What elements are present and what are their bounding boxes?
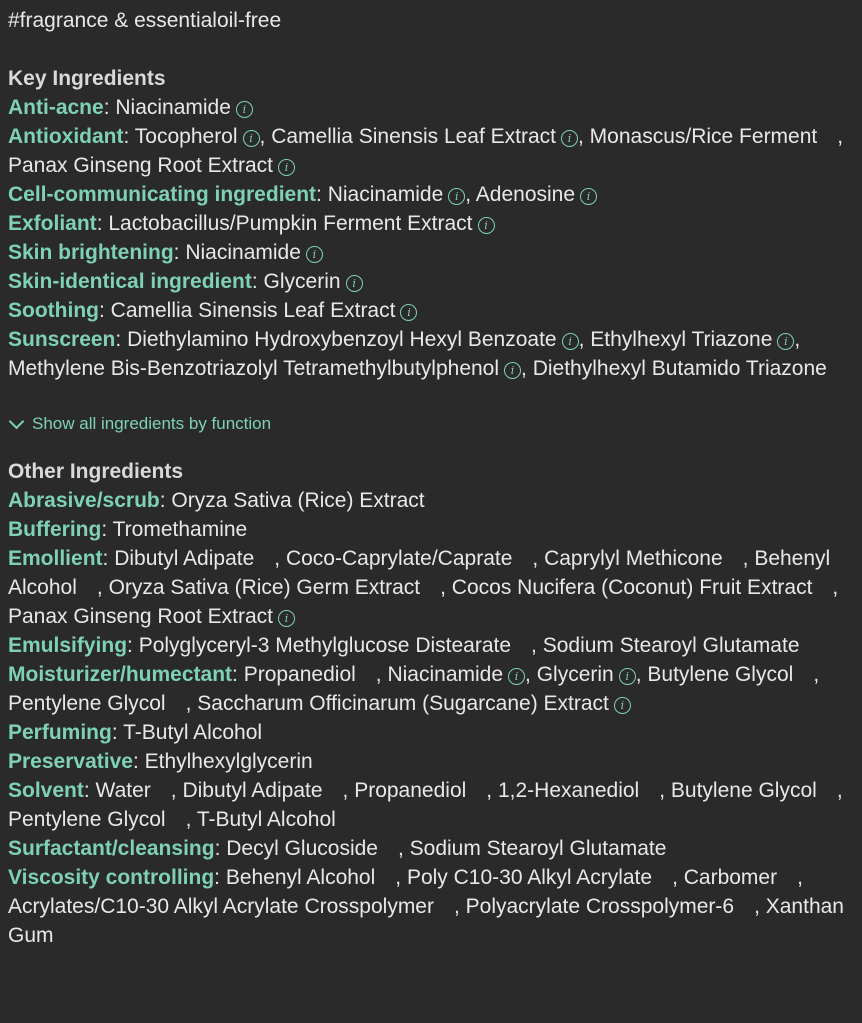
info-circle-icon[interactable]: i	[478, 217, 495, 234]
other-ingredients-list	[8, 486, 854, 950]
ingredient-name[interactable]: Glycerin	[263, 270, 341, 293]
info-circle-icon[interactable]: i	[561, 130, 578, 147]
key-function-row: Anti-acne: Niacinamide i	[8, 93, 854, 122]
ingredient-name[interactable]: Pentylene Glycol	[8, 692, 166, 715]
key-function-row: Exfoliant: Lactobacillus/Pumpkin Ferment Extract i	[8, 209, 854, 238]
ingredient-name[interactable]: Acrylates/C10-30 Alkyl Acrylate Crosspolymer	[8, 895, 434, 918]
ingredient-name[interactable]: Dibutyl Adipate	[114, 547, 255, 570]
info-circle-icon[interactable]: i	[504, 362, 521, 379]
ingredient-name[interactable]: Butylene Glycol	[647, 663, 794, 686]
function-label[interactable]: Skin-identical ingredient	[8, 270, 252, 293]
function-label[interactable]: Exfoliant	[8, 212, 97, 235]
ingredient-name[interactable]: Oryza Sativa (Rice) Extract	[171, 489, 425, 512]
ingredient-name[interactable]: Diethylhexyl Butamido Triazone	[532, 357, 827, 380]
ingredient-name[interactable]: Methylene Bis-Benzotriazolyl Tetramethylbutylphenol	[8, 357, 500, 380]
ingredient-name[interactable]: Decyl Glucoside	[226, 837, 378, 860]
ingredient-name[interactable]: Oryza Sativa (Rice) Germ Extract	[108, 576, 421, 599]
info-circle-icon[interactable]: i	[448, 188, 465, 205]
ingredient-name[interactable]: Niacinamide	[115, 96, 231, 119]
info-circle-icon[interactable]: i	[278, 159, 295, 176]
other-function-row: Buffering: Tromethamine	[8, 518, 248, 541]
ingredient-name[interactable]: Xanthan Gum	[8, 895, 844, 947]
function-label[interactable]: Soothing	[8, 299, 99, 322]
info-circle-icon[interactable]: i	[306, 246, 323, 263]
product-tag[interactable]: #fragrance & essentialoil-free	[8, 9, 282, 32]
other-function-row: Surfactant/cleansing: Decyl Glucoside , Sodium Stearoyl Glutamate	[8, 837, 667, 860]
ingredient-name[interactable]: Camellia Sinensis Leaf Extract	[110, 299, 396, 322]
ingredient-name[interactable]: Niacinamide	[185, 241, 301, 264]
other-function-row: Preservative: Ethylhexylglycerin	[8, 750, 313, 773]
info-circle-icon[interactable]: i	[243, 130, 260, 147]
key-function-row: Sunscreen: Diethylamino Hydroxybenzoyl Hexyl Benzoate i , Ethylhexyl Triazone i , Methylene Bis-Benzotriazolyl Tetramethylbutylphenol i , Diethylhexyl Butamido Triazone	[8, 328, 827, 380]
key-function-row: Soothing: Camellia Sinensis Leaf Extract i	[8, 296, 854, 325]
ingredient-name[interactable]: Ethylhexylglycerin	[144, 750, 313, 773]
function-label[interactable]: Skin brightening	[8, 241, 174, 264]
function-label[interactable]: Abrasive/scrub	[8, 489, 160, 512]
ingredient-name[interactable]: Polyacrylate Crosspolymer-6	[465, 895, 735, 918]
info-circle-icon[interactable]: i	[777, 333, 794, 350]
info-circle-icon[interactable]: i	[346, 275, 363, 292]
other-function-row: Solvent: Water , Dibutyl Adipate , Propanediol , 1,2-Hexanediol , Butylene Glycol , Pentylene Glycol , T-Butyl Alcohol	[8, 779, 843, 831]
ingredient-name[interactable]: Carbomer	[683, 866, 778, 889]
key-function-row: Skin brightening: Niacinamide i	[8, 238, 854, 267]
function-label[interactable]: Solvent	[8, 779, 84, 802]
other-function-row: Perfuming: T-Butyl Alcohol	[8, 721, 263, 744]
ingredient-name[interactable]: Tocopherol	[134, 125, 238, 148]
function-label[interactable]: Surfactant/cleansing	[8, 837, 215, 860]
ingredient-name[interactable]: Panax Ginseng Root Extract	[8, 605, 273, 628]
info-circle-icon[interactable]: i	[508, 668, 525, 685]
key-ingredients-list	[8, 93, 854, 383]
info-circle-icon[interactable]: i	[400, 304, 417, 321]
ingredient-name[interactable]: Sodium Stearoyl Glutamate	[542, 634, 800, 657]
ingredient-name[interactable]: Cocos Nucifera (Coconut) Fruit Extract	[451, 576, 813, 599]
ingredient-name[interactable]: Poly C10-30 Alkyl Acrylate	[406, 866, 653, 889]
ingredient-name[interactable]: Glycerin	[536, 663, 614, 686]
info-circle-icon[interactable]: i	[236, 101, 253, 118]
function-label[interactable]: Perfuming	[8, 721, 112, 744]
ingredient-name[interactable]: Saccharum Officinarum (Sugarcane) Extract	[197, 692, 609, 715]
ingredient-name[interactable]: Ethylhexyl Triazone	[590, 328, 773, 351]
ingredient-name[interactable]: Adenosine	[475, 183, 576, 206]
key-ingredients-title: Key Ingredients	[8, 67, 166, 90]
key-function-row: Skin-identical ingredient: Glycerin i	[8, 267, 854, 296]
other-function-row: Moisturizer/humectant: Propanediol , Niacinamide i , Glycerin i , Butylene Glycol , Pentylene Glycol , Saccharum Officinarum (Sugarcane) Extract i	[8, 663, 820, 715]
ingredient-name[interactable]: Dibutyl Adipate	[182, 779, 323, 802]
other-function-row: Abrasive/scrub: Oryza Sativa (Rice) Extract	[8, 489, 425, 512]
function-label[interactable]: Sunscreen	[8, 328, 116, 351]
function-label[interactable]: Emulsifying	[8, 634, 128, 657]
ingredient-name[interactable]: Behenyl Alcohol	[8, 547, 831, 599]
ingredient-name[interactable]: Lactobacillus/Pumpkin Ferment Extract	[108, 212, 473, 235]
ingredient-name[interactable]: Coco-Caprylate/Caprate	[285, 547, 513, 570]
info-circle-icon[interactable]: i	[619, 668, 636, 685]
ingredient-name[interactable]: T-Butyl Alcohol	[123, 721, 263, 744]
ingredient-name[interactable]: T-Butyl Alcohol	[196, 808, 336, 831]
ingredient-name[interactable]: Tromethamine	[112, 518, 248, 541]
ingredient-name[interactable]: Diethylamino Hydroxybenzoyl Hexyl Benzoate	[127, 328, 557, 351]
function-label[interactable]: Emollient	[8, 547, 103, 570]
chevron-down-icon	[9, 413, 25, 429]
other-function-row: Emulsifying: Polyglyceryl-3 Methylglucose Distearate , Sodium Stearoyl Glutamate	[8, 634, 800, 657]
ingredient-name[interactable]: Pentylene Glycol	[8, 808, 166, 831]
ingredient-name[interactable]: Sodium Stearoyl Glutamate	[409, 837, 667, 860]
show-all-label: Show all ingredients by function	[32, 414, 272, 433]
key-function-row: Cell-communicating ingredient: Niacinamide i , Adenosine i	[8, 180, 854, 209]
info-circle-icon[interactable]: i	[580, 188, 597, 205]
ingredient-name[interactable]: Monascus/Rice Ferment	[589, 125, 818, 148]
other-function-row: Viscosity controlling: Behenyl Alcohol , Poly C10-30 Alkyl Acrylate , Carbomer , Acrylates/C10-30 Alkyl Acrylate Crosspolymer , Polyacrylate Crosspolymer-6 , Xanthan Gum	[8, 866, 844, 947]
ingredient-name[interactable]: Caprylyl Methicone	[544, 547, 723, 570]
ingredient-name[interactable]: Niacinamide	[387, 663, 504, 686]
ingredient-name[interactable]: Behenyl Alcohol	[225, 866, 376, 889]
key-ingredients-section	[8, 64, 854, 383]
function-label[interactable]: Preservative	[8, 750, 133, 773]
other-function-row: Emollient: Dibutyl Adipate , Coco-Caprylate/Caprate , Caprylyl Methicone , Behenyl Alcohol , Oryza Sativa (Rice) Germ Extract , Cocos Nucifera (Coconut) Fruit Extract , Panax Ginseng Root Extract i	[8, 547, 839, 628]
ingredient-name[interactable]: Polyglyceryl-3 Methylglucose Distearate	[138, 634, 512, 657]
ingredient-name[interactable]: Niacinamide	[327, 183, 444, 206]
ingredient-name[interactable]: Panax Ginseng Root Extract	[8, 154, 273, 177]
ingredient-name[interactable]: Propanediol	[354, 779, 467, 802]
ingredient-name[interactable]: Propanediol	[243, 663, 356, 686]
info-circle-icon[interactable]: i	[614, 697, 631, 714]
function-label[interactable]: Anti-acne	[8, 96, 104, 119]
ingredient-name[interactable]: Camellia Sinensis Leaf Extract	[271, 125, 556, 148]
ingredient-name[interactable]: 1,2-Hexanediol	[497, 779, 640, 802]
function-label[interactable]: Cell-communicating ingredient	[8, 183, 317, 206]
key-function-row: Antioxidant: Tocopherol i , Camellia Sinensis Leaf Extract i , Monascus/Rice Ferment , Panax Ginseng Root Extract i	[8, 125, 844, 177]
ingredient-name[interactable]: Water	[95, 779, 151, 802]
info-circle-icon[interactable]: i	[278, 610, 295, 627]
function-label[interactable]: Buffering	[8, 518, 102, 541]
info-circle-icon[interactable]: i	[562, 333, 579, 350]
other-ingredients-section	[8, 457, 854, 950]
ingredient-name[interactable]: Butylene Glycol	[670, 779, 817, 802]
other-ingredients-title: Other Ingredients	[8, 460, 184, 483]
function-label[interactable]: Antioxidant	[8, 125, 124, 148]
function-label[interactable]: Moisturizer/humectant	[8, 663, 233, 686]
function-label[interactable]: Viscosity controlling	[8, 866, 215, 889]
show-all-ingredients-link[interactable]	[8, 412, 854, 436]
